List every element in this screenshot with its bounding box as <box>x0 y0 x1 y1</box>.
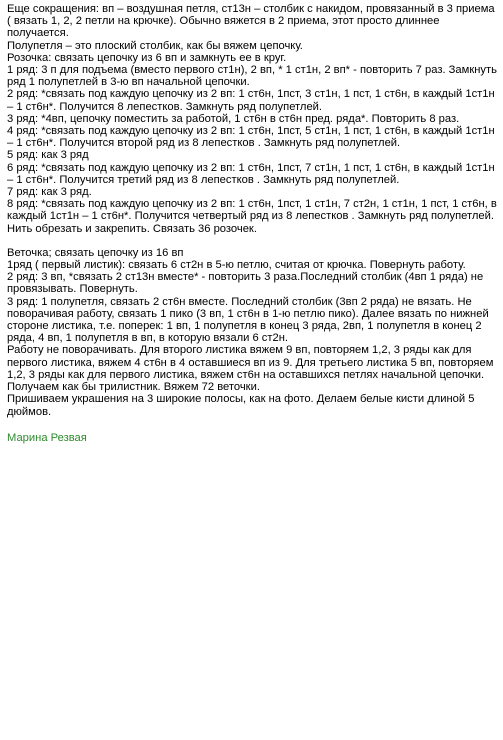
abbreviations-and-rose-instructions: Еще сокращения: вп – воздушная петля, ст13н – столбик с накидом, провязанный в 3 приема ( вязать 1, 2, 2 петли на крючке). Обычно вяжется в 2 приема, этот просто длиннее получается. Полупетля – это плоский столбик, как бы вяжем цепочку. Розочка: связать цепочку из 6 вп и замкнуть ее в круг. 1 ряд: 3 п для подъема (вместо первого ст1н), 2 вп, * 1 ст1н, 2 вп* - повторить 7 раз. Замкнуть ряд 1 полупетлей в 3-ю вп начальной цепочки. 2 ряд: *связать под каждую цепочку из 2 вп: 1 ст6н, 1пст, 3 ст1н, 1 пст, 1 ст6н, в каждый 1ст1н – 1 ст6н*. Получится 8 лепестков. Замкнуть ряд полупетлей. 3 ряд: *4вп, цепочку поместить за работой, 1 ст6н в ст6н пред. ряда*. Повторить 8 раз. 4 ряд: *связать под каждую цепочку из 2 вп: 1 ст6н, 1пст, 5 ст1н, 1 пст, 1 ст6н, в каждый 1ст1н – 1 ст6н*. Получится второй ряд из 8 лепестков . Замкнуть ряд полупетлей. 5 ряд: как 3 ряд 6 ряд: *связать под каждую цепочку из 2 вп: 1 ст6н, 1пст, 7 ст1н, 1 пст, 1 ст6н, в каждый 1ст1н – 1 ст6н*. Получится третий ряд из 8 лепестков . Замкнуть ряд полупетлей. 7 ряд: как 3 ряд. 8 ряд: *связать под каждую цепочку из 2 вп: 1 ст6н, 1пст, 1 ст1н, 7 ст2н, 1 ст1н, 1 пст, 1 ст6н, в каждый 1ст1н – 1 ст6н*. Получится четвертый ряд из 8 лепестков . Замкнуть ряд полупетлей. Нить обрезать и закрепить. Связать 36 розочек. <box>7 3 497 235</box>
twig-instructions: Веточка; связать цепочку из 16 вп 1ряд ( первый листик): связать 6 ст2н в 5-ю петлю, считая от крючка. Повернуть работу. 2 ряд: 3 вп, *связать 2 ст13н вместе* - повторить 3 раза.Последний столбик (4вп 1 ряда) не провязывать. Повернуть. 3 ряд: 1 полупетля, связать 2 ст6н вместе. Последний столбик (3вп 2 ряда) не вязать. Не поворачивая работу, связать 1 пико (3 вп, 1 ст6н в 1-ю петлю пико). Далее вязать по нижней стороне листика, т.е. поперек: 1 вп, 1 полупетля в конец 3 ряда, 2вп, 1 полупетля в конец 2 ряда, 4 вп, 1 полупетля в вп, в которую вязали 6 ст2н. Работу не поворачивать. Для второго листика вяжем 9 вп, повторяем 1,2, 3 ряды как для первого листика, вяжем 4 ст6н в 4 оставшиеся вп из 9. Для третьего листика 5 вп, повторяем 1,2, 3 ряды как для первого листика, вяжем ст6н на оставшихся петлях начальной цепочки. Получаем как бы трилистник. Вяжем 72 веточки. Пришиваем украшения на 3 широкие полосы, как на фото. Делаем белые кисти длиной 5 дюймов. <box>7 246 494 418</box>
paragraph-gap <box>7 418 499 430</box>
author-signature: Марина Резвая <box>7 431 87 444</box>
paragraph-gap <box>7 235 499 247</box>
